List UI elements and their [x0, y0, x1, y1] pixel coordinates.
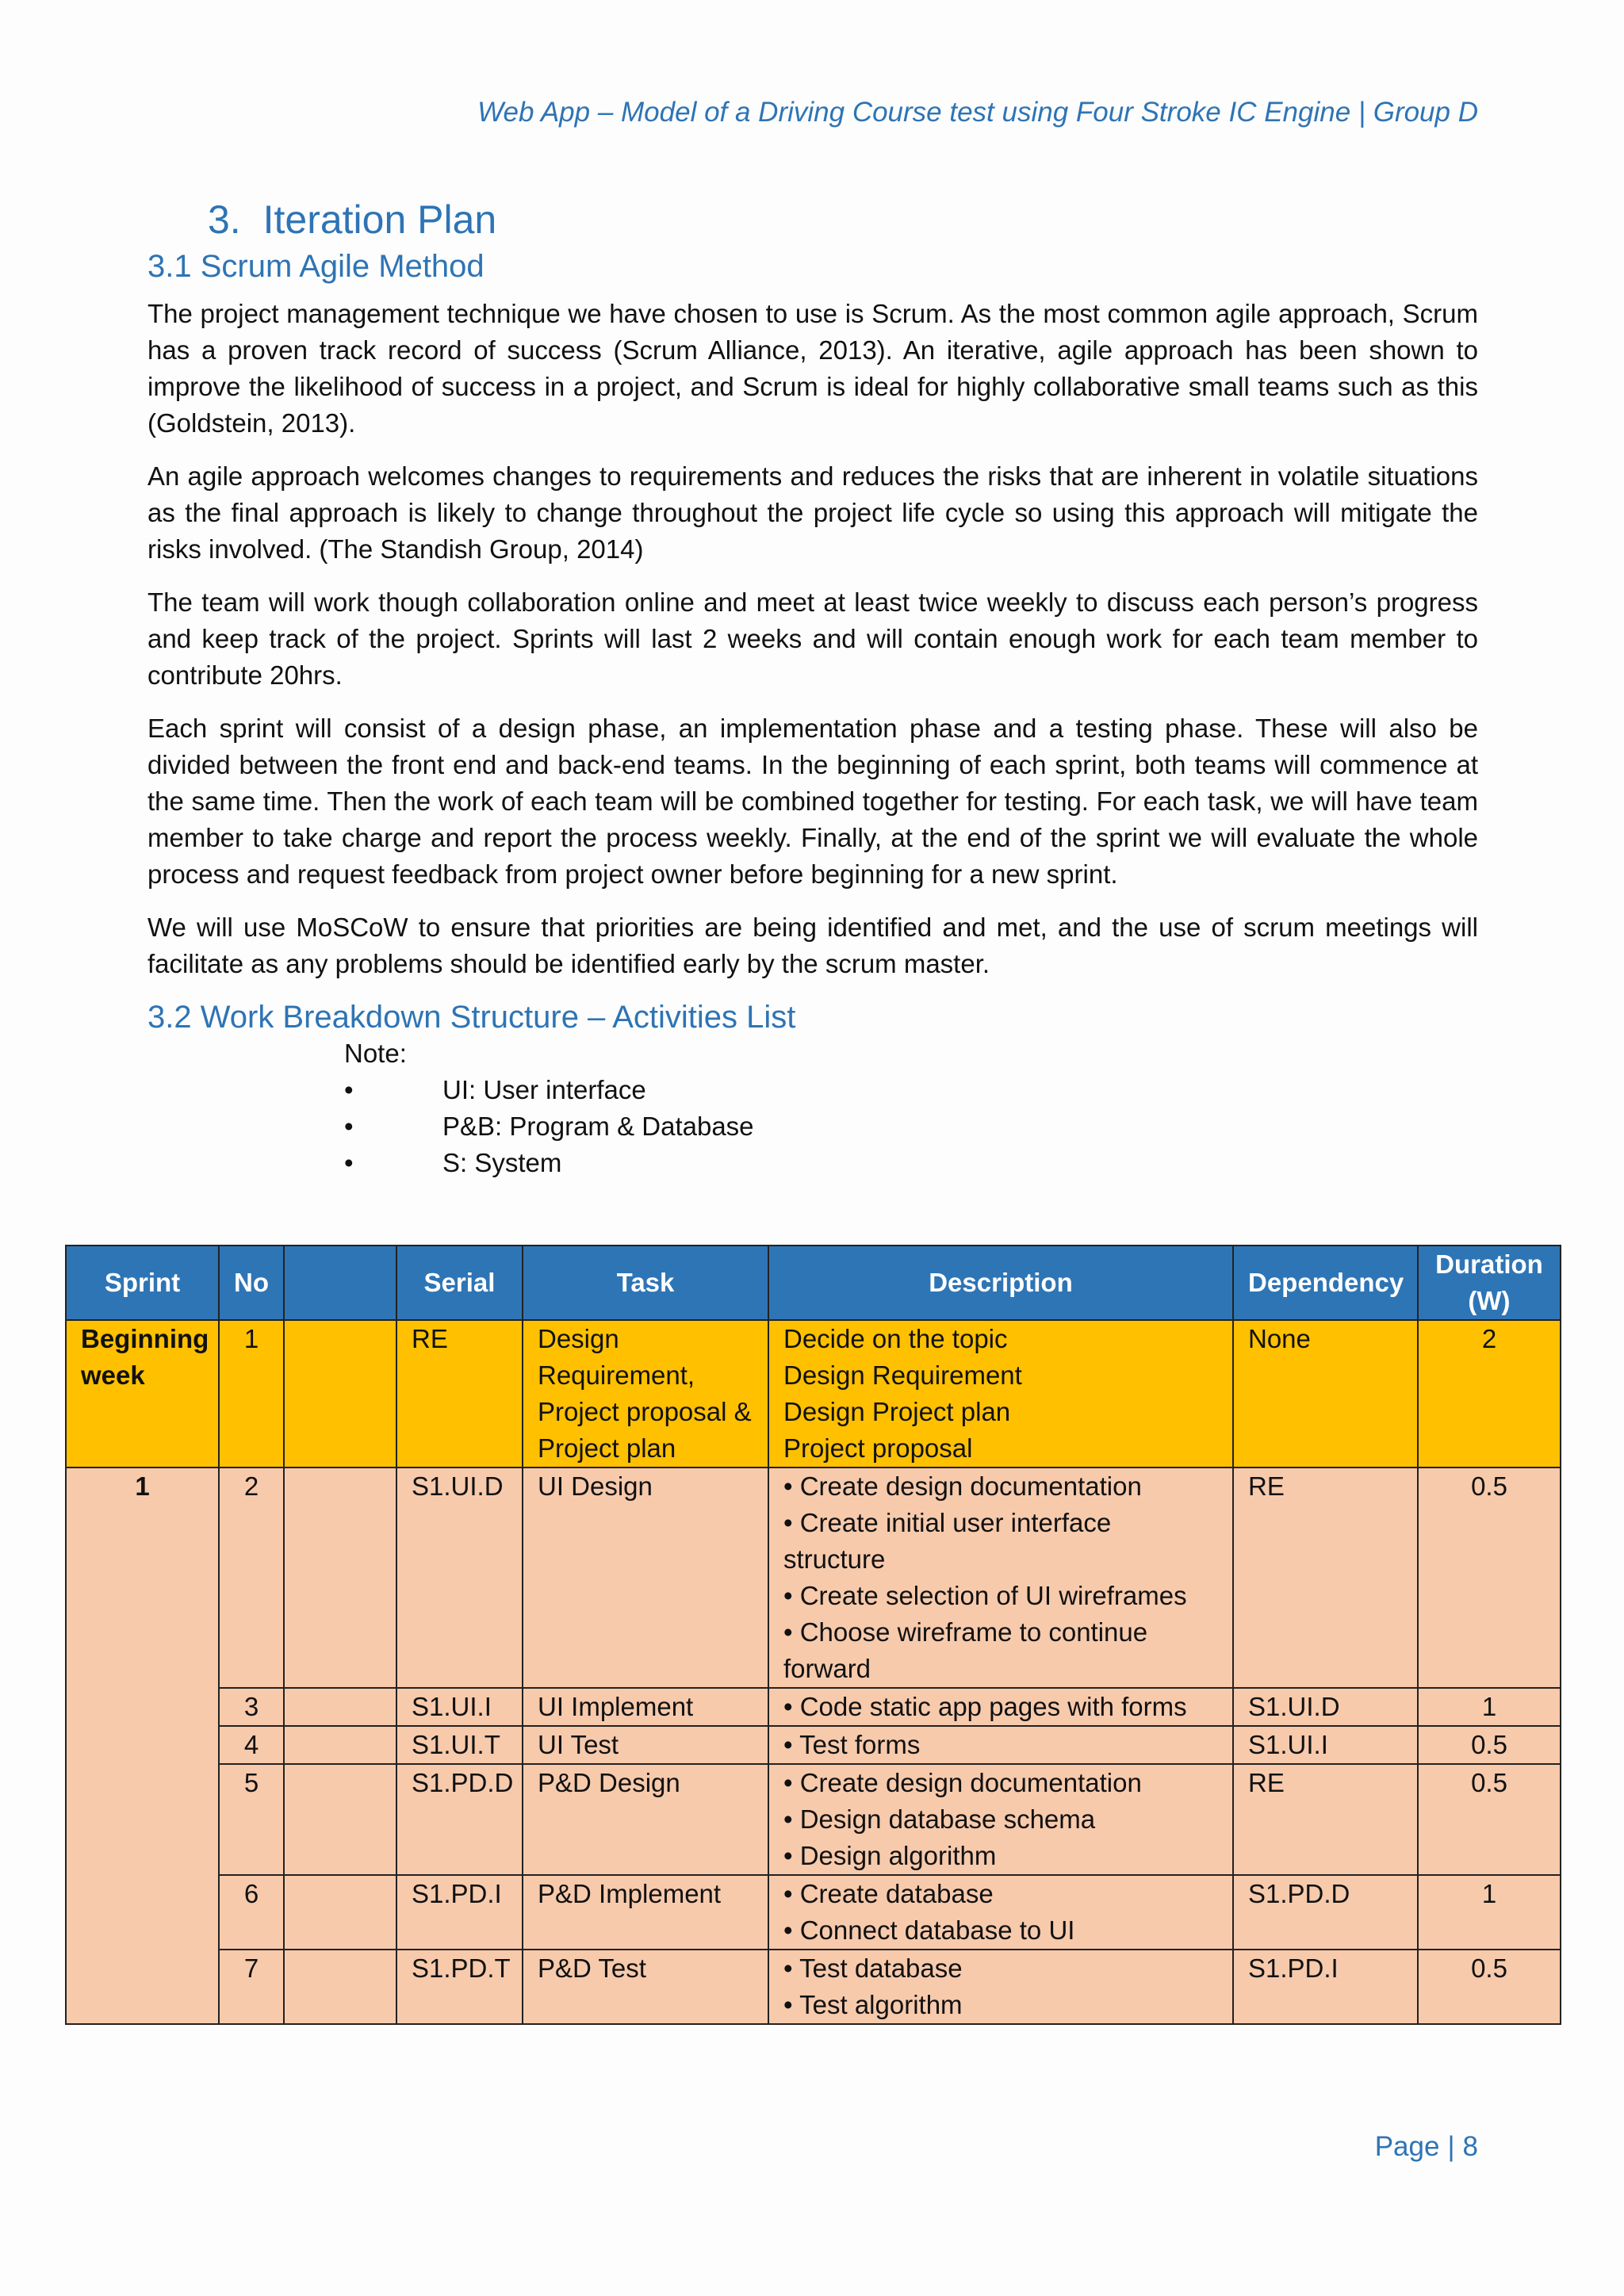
blank-cell — [284, 1875, 396, 1950]
subheading-wbs: 3.2 Work Breakdown Structure – Activities List — [147, 1000, 796, 1035]
paragraph-3: The team will work though collaboration online and meet at least twice weekly to discuss each person’s progress and keep track of the project. Sprints will last 2 weeks and will contain enough work for each team member to contribute 20hrs. — [147, 587, 1478, 690]
description-cell: • Test forms — [768, 1726, 1233, 1764]
duration-cell: 1 — [1418, 1688, 1561, 1726]
table-row — [66, 1320, 1561, 1468]
serial-cell: RE — [396, 1320, 523, 1468]
col-header-no: No — [219, 1246, 284, 1320]
description-cell: • Create database • Connect database to UI — [768, 1875, 1233, 1950]
row-no: 7 — [219, 1950, 284, 2024]
table-row — [66, 1468, 1561, 1688]
dependency-cell: S1.PD.I — [1233, 1950, 1418, 2024]
col-header-duration: Duration (W) — [1418, 1246, 1561, 1320]
col-header-task: Task — [523, 1246, 768, 1320]
note-item: • UI: User interface — [344, 1075, 646, 1104]
blank-cell — [284, 1726, 396, 1764]
col-header-blank — [284, 1246, 396, 1320]
paragraph-5: We will use MoSCoW to ensure that priorities are being identified and met, and the use of scrum meetings will facilitate as any problems should be identified early by the scrum master. — [147, 913, 1478, 978]
page-number: 8 — [1462, 2131, 1478, 2162]
description-cell: • Create design documentation • Create initial user interface structure • Create selection of UI wireframes • Choose wireframe to continue forward — [768, 1468, 1233, 1688]
dependency-cell: RE — [1233, 1468, 1418, 1688]
sprint-cell: 1 — [66, 1468, 219, 2024]
serial-cell: S1.PD.T — [396, 1950, 523, 2024]
table-header-row — [66, 1246, 1561, 1320]
blank-cell — [284, 1468, 396, 1688]
paragraph-2: An agile approach welcomes changes to requirements and reduces the risks that are inherent in volatile situations as the final approach is likely to change throughout the project life cycle so using this approach will mitigate the risks involved. (The Standish Group, 2014) — [147, 461, 1478, 564]
dependency-cell: S1.UI.I — [1233, 1726, 1418, 1764]
page-footer — [1375, 2131, 1478, 2163]
page-separator: | — [1447, 2131, 1455, 2162]
task-cell: UI Test — [523, 1726, 768, 1764]
table-row — [66, 1875, 1561, 1950]
note-block — [344, 1035, 1478, 1181]
task-cell: P&D Design — [523, 1764, 768, 1875]
table-row — [66, 1726, 1561, 1764]
serial-cell: S1.UI.I — [396, 1688, 523, 1726]
running-header: Web App – Model of a Driving Course test using Four Stroke IC Engine | Group D — [477, 97, 1478, 128]
row-no: 5 — [219, 1764, 284, 1875]
table-row — [66, 1688, 1561, 1726]
sprint-cell: Beginning week — [66, 1320, 219, 1468]
description-cell: • Create design documentation • Design database schema • Design algorithm — [768, 1764, 1233, 1875]
section-number: 3. — [208, 197, 241, 242]
table-row — [66, 1950, 1561, 2024]
task-cell: P&D Implement — [523, 1875, 768, 1950]
section-title: Iteration Plan — [262, 197, 497, 242]
col-header-serial: Serial — [396, 1246, 523, 1320]
note-item: • P&B: Program & Database — [344, 1112, 754, 1141]
serial-cell: S1.UI.T — [396, 1726, 523, 1764]
dependency-cell: S1.PD.D — [1233, 1875, 1418, 1950]
duration-cell: 0.5 — [1418, 1468, 1561, 1688]
note-item: • S: System — [344, 1148, 562, 1177]
task-cell: UI Design — [523, 1468, 768, 1688]
page-label: Page — [1374, 2131, 1440, 2162]
section-heading — [208, 197, 1478, 243]
row-no: 2 — [219, 1468, 284, 1688]
table-row — [66, 1764, 1561, 1875]
serial-cell: S1.PD.D — [396, 1764, 523, 1875]
blank-cell — [284, 1320, 396, 1468]
blank-cell — [284, 1950, 396, 2024]
wbs-table — [65, 1245, 1561, 2025]
dependency-cell: None — [1233, 1320, 1418, 1468]
row-no: 3 — [219, 1688, 284, 1726]
blank-cell — [284, 1764, 396, 1875]
serial-cell: S1.UI.D — [396, 1468, 523, 1688]
subheading-scrum: 3.1 Scrum Agile Method — [147, 249, 485, 284]
task-cell: UI Implement — [523, 1688, 768, 1726]
task-cell: P&D Test — [523, 1950, 768, 2024]
duration-cell: 0.5 — [1418, 1950, 1561, 2024]
col-header-description: Description — [768, 1246, 1233, 1320]
row-no: 6 — [219, 1875, 284, 1950]
paragraph-4: Each sprint will consist of a design phase, an implementation phase and a testing phase. These will also be divided between the front end and back-end teams. In the beginning of each sprint, both teams will commence at the same time. Then the work of each team will be combined together for testing. For each task, we will have team member to take charge and report the process weekly. Finally, at the end of the sprint we will evaluate the whole process and request feedback from project owner before beginning for a new sprint. — [147, 714, 1478, 889]
duration-cell: 1 — [1418, 1875, 1561, 1950]
description-cell: Decide on the topic Design Requirement Design Project plan Project proposal — [768, 1320, 1233, 1468]
task-cell: Design Requirement, Project proposal & Project plan — [523, 1320, 768, 1468]
document-body — [147, 197, 1478, 1181]
col-header-sprint: Sprint — [66, 1246, 219, 1320]
duration-cell: 2 — [1418, 1320, 1561, 1468]
row-no: 4 — [219, 1726, 284, 1764]
note-label: Note: — [344, 1039, 407, 1068]
dependency-cell: S1.UI.D — [1233, 1688, 1418, 1726]
duration-cell: 0.5 — [1418, 1764, 1561, 1875]
row-no: 1 — [219, 1320, 284, 1468]
duration-cell: 0.5 — [1418, 1726, 1561, 1764]
dependency-cell: RE — [1233, 1764, 1418, 1875]
blank-cell — [284, 1688, 396, 1726]
serial-cell: S1.PD.I — [396, 1875, 523, 1950]
paragraph-1: The project management technique we have chosen to use is Scrum. As the most common agile approach, Scrum has a proven track record of success (Scrum Alliance, 2013). An iterative, agile approach has been shown to improve the likelihood of success in a project, and Scrum is ideal for highly collaborative small teams such as this (Goldstein, 2013). — [147, 299, 1478, 438]
col-header-dependency: Dependency — [1233, 1246, 1418, 1320]
description-cell: • Code static app pages with forms — [768, 1688, 1233, 1726]
description-cell: • Test database • Test algorithm — [768, 1950, 1233, 2024]
